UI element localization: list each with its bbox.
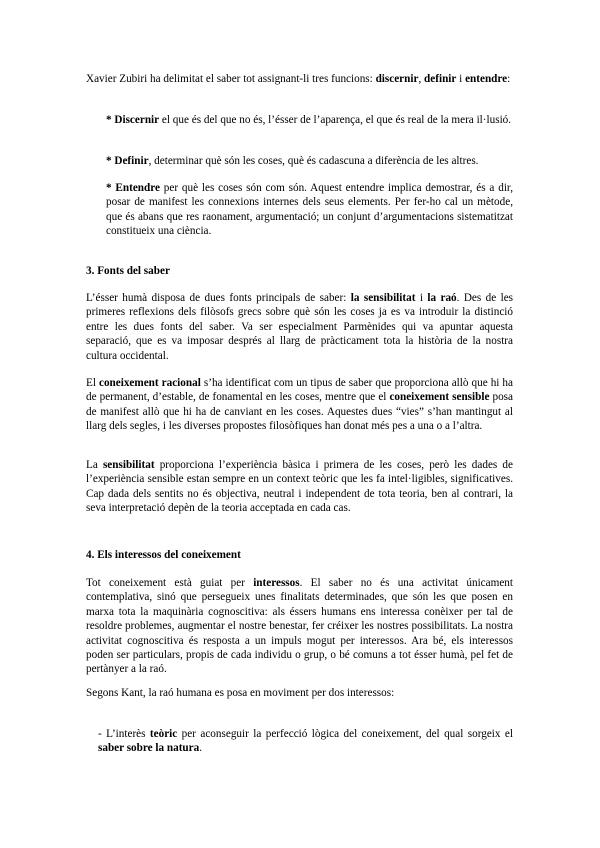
function-item-discernir [106, 113, 513, 127]
text: . Des de les primeres reflexions dels filòsofs grecs sobre què són les coses ja es va introduir la distinció entre les dues fonts del saber. Va ser especialment Parmènides qui va apuntar aquesta separació, que es va imposar després al llarg de pràcticament tota la història de la nostra cultura occidental. [86, 292, 514, 362]
bold-term: teòric [149, 728, 178, 740]
text: per aconseguir la perfecció lògica del coneixement, del qual sorgeix el [177, 728, 513, 740]
bold-term: Definir [114, 155, 149, 167]
function-item-entendre [106, 181, 513, 239]
section3-paragraph-2 [86, 376, 513, 434]
text: El [86, 377, 99, 389]
bold-term: coneixement sensible [389, 391, 490, 404]
text: L’ésser humà disposa de dues fonts principals de saber: [86, 292, 351, 304]
bullet: * [106, 182, 116, 194]
bold-term: saber sobre la natura [98, 742, 200, 755]
section3-paragraph-3 [86, 458, 513, 516]
bold-term: definir [424, 73, 457, 85]
bold-term: discernir [375, 73, 419, 85]
text: el que és del que no és, l’ésser de l’aparença, el que és real de la mera il·lusió. [159, 114, 512, 126]
text: - L’interès [98, 728, 150, 740]
bold-term: interessos [253, 577, 300, 589]
bold-term: la sensibilitat [350, 292, 416, 304]
text: i [415, 292, 428, 304]
intro-paragraph [86, 72, 513, 86]
text: . El saber no és una activitat únicament contemplativa, sinó que persegueix unes finalitats determinades, que són les que posen en marxa tota la maquinària cognoscitiva: als éssers humans ens interessa conèixer per tal de resoldre problemes, augmentar el nostre benestar, fer créixer les nostres possibilitats. La nostra activitat cognoscitiva és resposta a un impuls mogut per interessos. Ara bé, els interessos poden ser particulars, propis de cada individu o grup, o bé comuns a tot ésser humà, pel fet de pertànyer a la raó. [86, 577, 513, 676]
text: i [456, 73, 466, 85]
section3-paragraph-1 [86, 291, 513, 363]
function-item-definir [106, 154, 513, 168]
text: : [507, 73, 511, 85]
section4-paragraph-1 [86, 576, 513, 677]
bullet: * [106, 155, 115, 167]
text: per què les coses són com són. Aquest entendre implica demostrar, és a dir, posar de manifest les connexions internes dels seus elements. Per fer-ho cal un mètode, que és abans que res raonament, argumentació; un conjunt d’argumentacions sistematitzat constitueix una ciència. [106, 182, 513, 238]
bold-term: la raó [427, 292, 457, 304]
bold-term: sensibilitat [102, 459, 155, 471]
text: , determinar què són les coses, què és cadascuna a diferència de les altres. [148, 155, 479, 167]
section-heading-fonts: 3. Fonts del saber [86, 265, 170, 277]
text: posa de manifest allò que hi ha de canviant en les coses. Aquestes dues “vies” s’han mantingut al llarg dels segles, i les diverses propostes filosòfiques han donat més pes a una o a l’altra. [86, 391, 513, 433]
section-heading-interessos: 4. Els interessos del coneixement [86, 549, 241, 561]
bold-term: coneixement racional [98, 377, 201, 389]
text: Tot coneixement està guiat per [86, 577, 254, 589]
bold-term: Entendre [115, 182, 160, 194]
text: s’ha identificat com un tipus de saber que proporciona allò que hi ha de permanent, d’estable, de fonamental en les coses, mentre que el [86, 377, 513, 404]
interest-list-item-teoric [98, 727, 513, 756]
bullet: * [106, 114, 115, 126]
section4-paragraph-2: Segons Kant, la raó humana es posa en moviment per dos interessos: [86, 687, 395, 699]
bold-term: Discernir [114, 114, 160, 126]
text: . [199, 742, 203, 755]
text: La [86, 459, 103, 471]
text: , [418, 73, 425, 85]
text: Xavier Zubiri ha delimitat el saber tot assignant-li tres funcions: [86, 73, 376, 85]
bold-term: entendre [465, 73, 508, 85]
text: proporciona l’experiència bàsica i primera de les coses, però les dades de l’experiència sensible estan sempre en un context teòric que les fa intel·ligibles, significatives. Cap dada dels sentits no és objectiva, neutral i independent de tota teoria, ben al contrari, la seva interpretació depèn de la teoria acceptada en cada cas. [86, 459, 513, 515]
